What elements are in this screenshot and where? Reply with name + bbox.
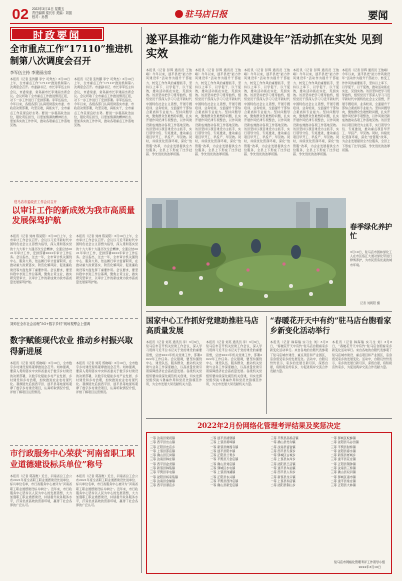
- a2-body-col1: 本报讯（记者 刘帅 陈昊阳）3月10日上午，全市审计工作会议召开。会议以习近平新时代中国特色社会主义思想为指导，深入贯彻落实党的十九大和十九届历次全会精神，全面总结2021年审计工作，安排部署2022年审计工作任务。会议指出，过去一年，全市审计机关围绕中心、服务大局，依法履行审计监督职责，在推动重大政策落实、防范化解风险、促进廉政建设等方面发挥了重要作用。会议要求，要坚持稳中求进工作总基调，聚焦主责主业，做实研究型审计，以审计工作的新成效为我市高质量发展保驾护航。: [10, 234, 72, 285]
- editor-line-2: 校对：孙慧: [32, 15, 48, 20]
- header-rule: [10, 23, 392, 24]
- catalog-item: 一等 上蔡县洙湖镇: [210, 470, 236, 475]
- main-body-col2: 本报讯（记者 彭辉 通讯员 王俊峰）今年以来，遂平县把“能力作风建设年”活动作为提升干部能力、转变工作作风的重要抓手，坚持以上率下、以学促干、以干促效，推动活动抓在实处、见到实效。该县坚持把学习贯穿始终，组织党员干部深入学习习近平新时代中国特色社会主义思想，开展专题培训、业务轮训，全面提升干部综合素质和专业能力。坚持问题导向，聚焦群众急难愁盼问题，扎实开展作风纪律专项整治，以作风建设新成效推动各项工作落地见效。该县坚持以项目建设为主抓手，实行领导分包、专班推进，推动重点项目早开工、早投产、早见效。同时，持续优化营商环境，深化“放管服”改革，为企业发展提供全方位服务，全县上下形成了比学赶超、争先创优的浓厚氛围。: [195, 68, 241, 157]
- catalog-item: 二等 汝南县留盆镇: [270, 444, 296, 449]
- catalog-item: 一等 上蔡县邵店镇: [150, 448, 175, 453]
- catalog-item: 三等 平舆县西洋店镇: [210, 478, 239, 483]
- catalog-item: 三等 汝南县韩庄镇: [150, 457, 175, 462]
- catalog-item: 二等 确山县刘店镇: [210, 461, 236, 466]
- catalog-item: 一等 遂平县车站镇: [270, 466, 296, 471]
- section-rule: [146, 418, 392, 419]
- section-name: 要闻: [368, 11, 388, 22]
- catalog-item: 一等 正阳县铜钟镇: [330, 461, 356, 466]
- catalog-item: 三等 平舆县射桥镇: [330, 444, 356, 449]
- a5-body-col1: 本报讯（记者 刘英 通讯员 李）3月9日，驻马店市召开机关党建工作会议，深入学习贯彻习近平总书记关于党的建设的重要思想，总结2021年机关党建工作，部署2022年工作任务。会议强调，要坚持围绕中心、建设队伍、服务群众，推动机关党建与业务工作深度融合，以高质量党建引领保障经济社会高质量发展。各级机关党组织要持续深化模范机关创建，切实发挥党组织战斗堡垒作用和党员先锋模范作用，为全市发展大局贡献机关力量。: [146, 340, 202, 387]
- catalog-item: 三等 确山县双河镇: [330, 470, 356, 475]
- header-meta: [32, 7, 92, 20]
- divider: [10, 318, 138, 319]
- greening-photo: [146, 198, 346, 306]
- main-body-col5: 本报讯（记者 彭辉 通讯员 王俊峰）今年以来，遂平县把“能力作风建设年”活动作为提升干部能力、转变工作作风的重要抓手，坚持以上率下、以学促干、以干促效，推动活动抓在实处、见到实效。该县坚持把学习贯穿始终，组织党员干部深入学习习近平新时代中国特色社会主义思想，开展专题培训、业务轮训，全面提升干部综合素质和专业能力。坚持问题导向，聚焦群众急难愁盼问题，扎实开展作风纪律专项整治，以作风建设新成效推动各项工作落地见效。该县坚持以项目建设为主抓手，实行领导分包、专班推进，推动重点项目早开工、早投产、早见效。同时，持续优化营商环境，深化“放管服”改革，为企业发展提供全方位服务，全县上下形成了比学赶超、争先创优的浓厚氛围。: [342, 68, 390, 152]
- a2-kicker: 驻马店市委政法工作会议召开: [14, 200, 57, 204]
- a1-sub: 李军伍主持 李建丽出席: [10, 70, 52, 75]
- catalog-footer: 驻马店市网格化管理考评工作领导小组: [333, 560, 385, 564]
- main-body-col3: 本报讯（记者 彭辉 通讯员 王俊峰）今年以来，遂平县把“能力作风建设年”活动作为提升干部能力、转变工作作风的重要抓手，坚持以上率下、以学促干、以干促效，推动活动抓在实处、见到实效。该县坚持把学习贯穿始终，组织党员干部深入学习习近平新时代中国特色社会主义思想，开展专题培训、业务轮训，全面提升干部综合素质和专业能力。坚持问题导向，聚焦群众急难愁盼问题，扎实开展作风纪律专项整治，以作风建设新成效推动各项工作落地见效。该县坚持以项目建设为主抓手，实行领导分包、专班推进，推动重点项目早开工、早投产、早见效。同时，持续优化营商环境，深化“放管服”改革，为企业发展提供全方位服务，全县上下形成了比学赶超、争先创优的浓厚氛围。: [244, 68, 290, 157]
- catalog-item: 一等 泌阳县春水镇: [330, 448, 356, 453]
- catalog-item: 三等 泌阳县王店镇: [270, 461, 296, 466]
- catalog-item: 一等 西平县盆尧镇: [150, 461, 175, 466]
- catalog-item: 二等 泌阳县马谷田镇: [330, 440, 359, 445]
- a6-body-col1: 本报讯（记者 韩海瑞 实习生 刘）3月8日，“春暖花开天中有约”驻马店台胞看家乡新变化活动举行。来自各地的台胞代表参观了驻马店城市建设、重点项目和产业园区，亲身感受家乡的发展变化。活动中，台胞们纷纷表示，家乡的发展日新月异，深感自豪，将积极宣传家乡，为促进两岸交流合作贡献力量。: [270, 340, 328, 374]
- catalog-item: 一等 驿城区蚁蜂镇: [330, 436, 356, 440]
- catalog-item: 一等 驿城区诸市镇: [330, 474, 356, 479]
- catalog-item: 三等 上蔡县黄埠镇: [210, 440, 236, 445]
- catalog-item: 一等 驿城区古城乡: [270, 453, 296, 458]
- catalog-item: 三等 正阳县皮店乡: [150, 444, 175, 449]
- catalog-item: 三等 正阳县兰青乡: [210, 453, 236, 458]
- section-rule: [146, 311, 392, 312]
- catalog-item: 一等 上蔡县和店镇: [270, 478, 296, 483]
- a3-body-col2: 本报讯（记者 刘英 郑晓峰）3月10日，全市数字乡村建设现场观摩推进会召开。刘帅强调，要深入贯彻落实中央和省委关于数字乡村建设的决策部署，以数字化赋能乡村产业发展、乡村建设和乡村治理，加快推进农业农村现代化。观摩团先后到西平县、遂平县等地现场观摩了数字乡村建设项目，认真听取情况介绍，详细了解项目运营情况。: [76, 361, 138, 395]
- masthead: [165, 7, 237, 20]
- editor-line: 责任编辑 梁长东 美编：刘振: [32, 11, 73, 16]
- a6-title: “春暖花开天中有约”驻马店台胞看家乡新变化活动举行: [270, 316, 392, 335]
- catalog-item: 二等 确山县瓦岗镇: [150, 453, 175, 458]
- catalog-item: 三等 西平县专探乡: [270, 448, 296, 453]
- photo-caption: 3月10日，驻马店市园林绿化工人在市区练江大道对绿化带进行修剪养护，为市民营造优美的城市环境。: [350, 250, 392, 267]
- catalog-item: 三等 驿城区水屯镇: [210, 466, 236, 471]
- catalog-item: 三等 遂平县花庄镇: [330, 457, 356, 462]
- page-number: 02: [12, 6, 29, 23]
- a4-body-col1: 本报讯（记者 郭高维）近日，河南省总工会公布2021年度全省职工职业道德建设先进单位、标兵单位名单，市行政服务中心被评为“河南省职工职业道德建设标兵单位”。近年来，市行政服务中心坚持以人民为中心的发展思想，大力加强职工职业道德建设，持续提升政务服务水平，打造优质高效的营商环境，赢得了社会各界的广泛认可。: [10, 474, 72, 508]
- main-title: 遂平县推动“能力作风建设年”活动抓在实处 见到实效: [146, 33, 383, 60]
- a2-body-col2: 本报讯（记者 刘帅 陈昊阳）3月10日上午，全市审计工作会议召开。会议以习近平新时代中国特色社会主义思想为指导，深入贯彻落实党的十九大和十九届历次全会精神，全面总结2021年审计工作，安排部署2022年审计工作任务。会议指出，过去一年，全市审计机关围绕中心、服务大局，依法履行审计监督职责，在推动重大政策落实、防范化解风险、促进廉政建设等方面发挥了重要作用。会议要求，要坚持稳中求进工作总基调，聚焦主责主业，做实研究型审计，以审计工作的新成效为我市高质量发展保驾护航。: [76, 234, 138, 285]
- catalog-grid: [150, 436, 388, 488]
- divider: [10, 181, 138, 182]
- main-body-col1: 本报讯（记者 彭辉 通讯员 王俊峰）今年以来，遂平县把“能力作风建设年”活动作为提升干部能力、转变工作作风的重要抓手，坚持以上率下、以学促干、以干促效，推动活动抓在实处、见到实效。该县坚持把学习贯穿始终，组织党员干部深入学习习近平新时代中国特色社会主义思想，开展专题培训、业务轮训，全面提升干部综合素质和专业能力。坚持问题导向，聚焦群众急难愁盼问题，扎实开展作风纪律专项整治，以作风建设新成效推动各项工作落地见效。该县坚持以项目建设为主抓手，实行领导分包、专班推进，推动重点项目早开工、早投产、早见效。同时，持续优化营商环境，深化“放管服”改革，为企业发展提供全方位服务，全县上下形成了比学赶超、争先创优的浓厚氛围。: [146, 68, 192, 157]
- catalog-item: 二等 汝南县三桥镇: [330, 466, 356, 471]
- a1-body-col1: 本报讯（记者 张传鹏 李宁 司秀杰）3月10日上午，全市重点工作“17110”推进机制第八次调度会召开。市委副书记、市长李军伍主持会议，市委常委、常务副市长李建丽出席会议。会议听取了全市重点工作推进情况汇报，对下一步工作进行了安排部署。李军伍指出，今年以来，各级各部门认真贯彻落实市委、市政府决策部署，攻坚克难，真抓实干，全市重点工作呈现良好态势。要进一步提高政治站位，强化责任担当，以更加饱满的精神状态、更加务实的工作作风，推动各项重点工作落地见效。: [10, 77, 70, 128]
- divider: [10, 445, 138, 446]
- a2-title: 以审计工作的新成效为我市高质量发展保驾护航: [12, 205, 135, 225]
- a1-body-col2: 本报讯（记者 张传鹏 李宁 司秀杰）3月10日上午，全市重点工作“17110”推进机制第八次调度会召开。市委副书记、市长李军伍主持会议，市委常委、常务副市长李建丽出席会议。会议听取了全市重点工作推进情况汇报，对下一步工作进行了安排部署。李军伍指出，今年以来，各级各部门认真贯彻落实市委、市政府决策部署，攻坚克难，真抓实干，全市重点工作呈现良好态势。要进一步提高政治站位，强化责任担当，以更加饱满的精神状态、更加务实的工作作风，推动各项重点工作落地见效。: [74, 77, 134, 128]
- photo-headline: 春季绿化养护忙: [350, 222, 392, 240]
- catalog-item: 二等 正阳县永兴镇: [210, 474, 236, 479]
- shishi-banner: [10, 27, 104, 41]
- catalog-item: 二等 西平县人和乡: [270, 470, 296, 475]
- catalog-item: 二等 遂平县褚堡镇: [210, 436, 236, 440]
- catalog-item: 二等 遂平县常庄镇: [330, 478, 356, 483]
- catalog-item: 二等 新蔡县栎城乡: [330, 453, 356, 458]
- masthead-emblem-icon: [175, 10, 183, 18]
- catalog-item: 三等 西平县谭店乡: [150, 483, 175, 488]
- date-line: 2022年3月11日 星期五: [32, 7, 65, 11]
- catalog-item: 二等 汝南县金铺镇: [150, 478, 175, 483]
- catalog-title: 2022年2月份网络化管理考评结果及奖惩决定: [197, 421, 341, 430]
- catalog-item: 三等 正阳县大林镇: [330, 483, 356, 488]
- catalog-item: 二等 上蔡县东岸乡: [270, 457, 296, 462]
- column-separator: [266, 316, 267, 414]
- catalog-item: 二等 西平县出山镇: [150, 440, 175, 445]
- catalog-item: 一等 汝南县梁祝镇: [150, 436, 175, 440]
- a5-body-col2: 本报讯（记者 刘英 通讯员 李）3月9日，驻马店市召开机关党建工作会议，深入学习贯彻习近平总书记关于党的建设的重要思想，总结2021年机关党建工作，部署2022年工作任务。会议强调，要坚持围绕中心、建设队伍、服务群众，推动机关党建与业务工作深度融合，以高质量党建引领保障经济社会高质量发展。各级机关党组织要持续深化模范机关创建，切实发挥党组织战斗堡垒作用和党员先锋模范作用，为全市发展大局贡献机关力量。: [206, 340, 262, 387]
- catalog-box: [146, 432, 392, 574]
- a6-body-col2: 本报讯（记者 韩海瑞 实习生 刘）3月8日，“春暖花开天中有约”驻马店台胞看家乡新变化活动举行。来自各地的台胞代表参观了驻马店城市建设、重点项目和产业园区，亲身感受家乡的发展变化。活动中，台胞们纷纷表示，家乡的发展日新月异，深感自豪，将积极宣传家乡，为促进两岸交流合作贡献力量。: [332, 340, 392, 370]
- catalog-footer-date: 2022年3月10日: [358, 565, 381, 569]
- catalog-item: 一等 新蔡县佛阁寺镇: [210, 444, 239, 449]
- a4-body-col2: 本报讯（记者 郭高维）近日，河南省总工会公布2021年度全省职工职业道德建设先进单位、标兵单位名单，市行政服务中心被评为“河南省职工职业道德建设标兵单位”。近年来，市行政服务中心坚持以人民为中心的发展思想，大力加强职工职业道德建设，持续提升政务服务水平，打造优质高效的营商环境，赢得了社会各界的广泛认可。: [76, 474, 138, 508]
- catalog-item: 三等 新蔡县龙口镇: [270, 474, 296, 479]
- catalog-item: 一等 泌阳县杨家集镇: [150, 474, 178, 479]
- a5-title: 国家中心工作抓好党建助推驻马店高质量发展: [146, 316, 259, 335]
- catalog-item: 一等 确山县新安店镇: [210, 483, 239, 488]
- catalog-item: 二等 遂平县阳丰镇: [210, 448, 236, 453]
- catalog-item: 三等 平舆县高杨店镇: [270, 436, 299, 440]
- catalog-item: 二等 新蔡县韩集镇: [150, 466, 175, 471]
- a3-kicker: 刘帅在全市社会治理“5G+数字乡村”现场观摩会上强调: [10, 322, 91, 326]
- catalog-item: 一等 平舆县万金店镇: [210, 457, 239, 462]
- catalog-item: 一等 确山县竹沟镇: [270, 440, 296, 445]
- column-separator: [141, 27, 142, 573]
- a4-title: 市行政服务中心荣获“河南省职工职业道德建设标兵单位”称号: [10, 448, 135, 469]
- photo-credit: 记者 刘朝阳 摄: [360, 301, 380, 305]
- catalog-item: 三等 平舆县李屯镇: [150, 470, 175, 475]
- main-body-col4: 本报讯（记者 彭辉 通讯员 王俊峰）今年以来，遂平县把“能力作风建设年”活动作为提升干部能力、转变工作作风的重要抓手，坚持以上率下、以学促干、以干促效，推动活动抓在实处、见到实效。该县坚持把学习贯穿始终，组织党员干部深入学习习近平新时代中国特色社会主义思想，开展专题培训、业务轮训，全面提升干部综合素质和专业能力。坚持问题导向，聚焦群众急难愁盼问题，扎实开展作风纪律专项整治，以作风建设新成效推动各项工作落地见效。该县坚持以项目建设为主抓手，实行领导分包、专班推进，推动重点项目早开工、早投产、早见效。同时，持续优化营商环境，深化“放管服”改革，为企业发展提供全方位服务，全县上下形成了比学赶超、争先创优的浓厚氛围。: [293, 68, 339, 157]
- a3-body-col1: 本报讯（记者 刘英 郑晓峰）3月10日，全市数字乡村建设现场观摩推进会召开。刘帅强调，要深入贯彻落实中央和省委关于数字乡村建设的决策部署，以数字化赋能乡村产业发展、乡村建设和乡村治理，加快推进农业农村现代化。观摩团先后到西平县、遂平县等地现场观摩了数字乡村建设项目，认真听取情况介绍，详细了解项目运营情况。: [10, 361, 72, 395]
- catalog-item: 二等 泌阳县铜山乡: [270, 483, 296, 488]
- a3-title: 数字赋能现代农业 推动乡村振兴取得新进展: [10, 335, 133, 356]
- a1-title: 全市重点工作“17110”推进机制第八次调度会召开: [10, 45, 133, 67]
- shishi-banner-label: 时政要闻: [33, 30, 81, 42]
- masthead-title: 驻马店日报: [184, 9, 228, 20]
